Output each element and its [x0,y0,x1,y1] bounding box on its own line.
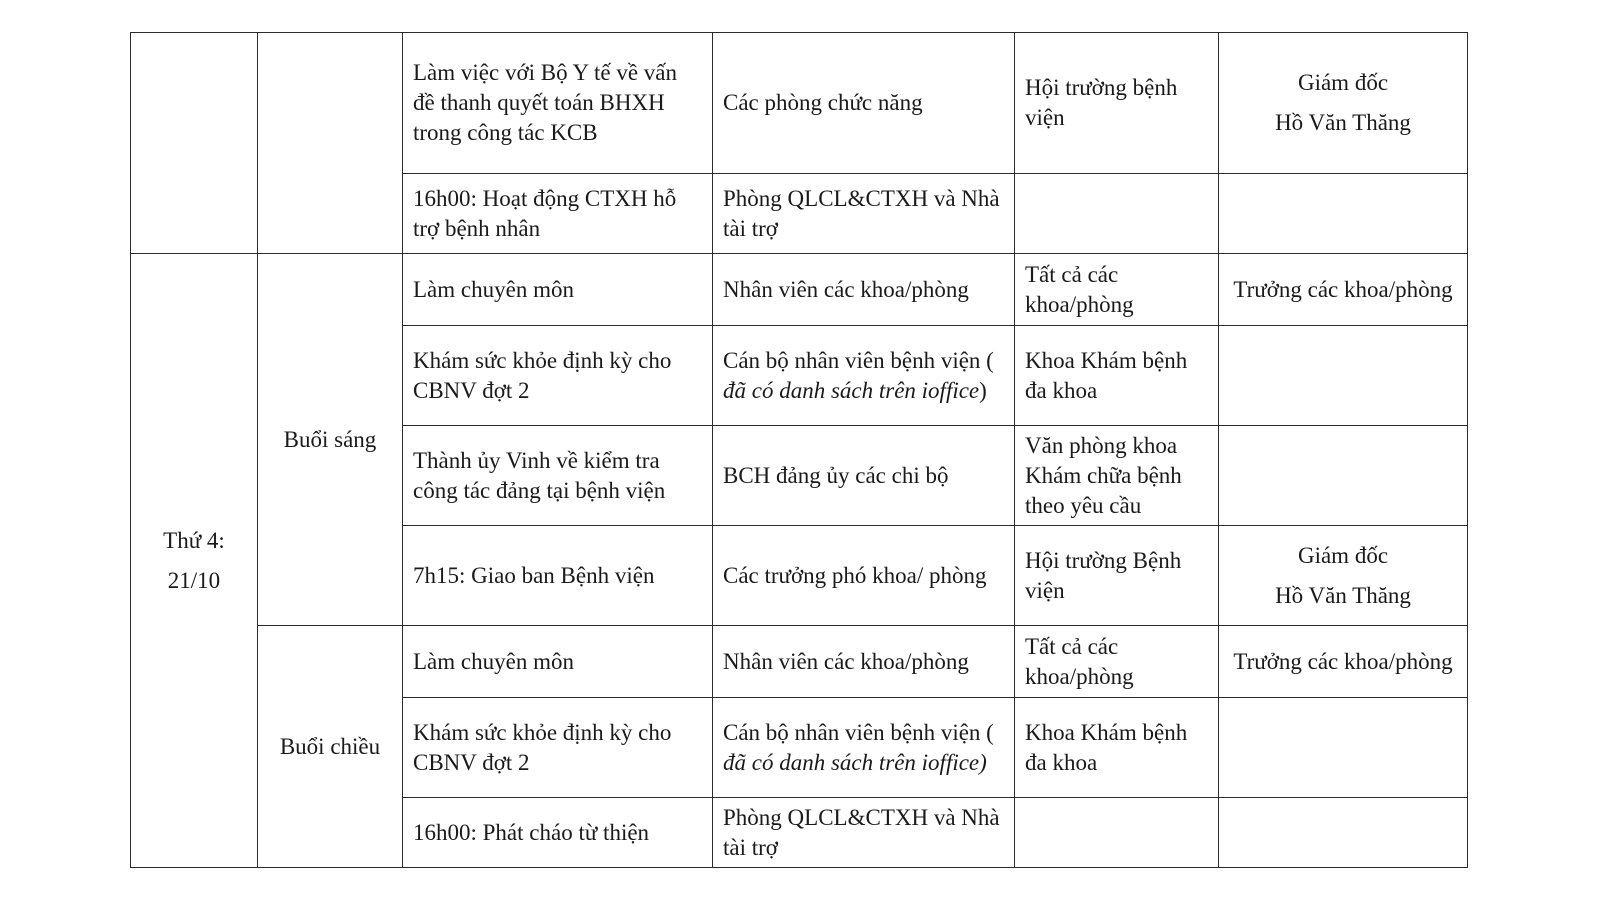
host-name: Hồ Văn Thăng [1275,582,1411,608]
table-row [131,254,1468,326]
location-cell [1015,174,1219,254]
participants-cell: Nhân viên các khoa/phòng [713,626,1015,698]
table-row [131,33,1468,174]
participants-cell: Phòng QLCL&CTXH và Nhà tài trợ [713,798,1015,868]
host-cell [1219,33,1468,174]
host-name: Hồ Văn Thăng [1275,110,1411,135]
participants-cell: Các phòng chức năng [713,33,1015,174]
location-cell [1015,798,1219,868]
host-title: Giám đốc [1297,542,1389,568]
participants-cell [713,326,1015,426]
content-cell: 16h00: Phát cháo từ thiện [403,798,713,868]
content-cell: 7h15: Giao ban Bệnh viện [403,526,713,626]
host-cell [1219,798,1468,868]
content-cell: Làm chuyên môn [403,626,713,698]
participants-text: Cán bộ nhân viên bệnh viện ( [723,719,994,745]
host-cell [1219,526,1468,626]
content-cell: 16h00: Hoạt động CTXH hỗ trợ bệnh nhân [403,174,713,254]
host-cell [1219,426,1468,526]
host-title: Giám đốc [1297,70,1389,95]
participants-text: Cán bộ nhân viên bệnh viện ( [723,347,994,373]
session-afternoon: Buổi chiều [258,626,403,868]
day-cell-empty [131,33,258,254]
day-date: 21/10 [167,567,221,593]
content-cell: Làm chuyên môn [403,254,713,326]
participants-note: đã có danh sách trên ioffice) [723,749,987,775]
location-cell: Văn phòng khoa Khám chữa bệnh theo yêu cầu [1015,426,1219,526]
content-cell: Khám sức khỏe định kỳ cho CBNV đợt 2 [403,698,713,798]
content-cell: Thành ủy Vinh về kiểm tra công tác đảng tại bệnh viện [403,426,713,526]
day-cell [131,254,258,868]
participants-cell [713,698,1015,798]
location-cell: Khoa Khám bệnh đa khoa [1015,326,1219,426]
content-cell: Làm việc với Bộ Y tế về vấn đề thanh quyết toán BHXH trong công tác KCB [403,33,713,174]
schedule-table [130,32,1468,868]
host-cell [1219,326,1468,426]
participants-note: đã có danh sách trên ioffice [723,377,980,403]
host-cell: Trưởng các khoa/phòng [1219,626,1468,698]
location-cell: Hội trường Bệnh viện [1015,526,1219,626]
participants-cell: Các trưởng phó khoa/ phòng [713,526,1015,626]
participants-cell: Phòng QLCL&CTXH và Nhà tài trợ [713,174,1015,254]
participants-close: ) [979,377,987,403]
table-row [131,626,1468,698]
content-cell: Khám sức khỏe định kỳ cho CBNV đợt 2 [403,326,713,426]
location-cell: Hội trường bệnh viện [1015,33,1219,174]
participants-cell: BCH đảng ủy các chi bộ [713,426,1015,526]
host-cell [1219,174,1468,254]
host-cell: Trưởng các khoa/phòng [1219,254,1468,326]
day-name: Thứ 4: [163,527,225,553]
location-cell: Khoa Khám bệnh đa khoa [1015,698,1219,798]
session-cell-empty [258,33,403,254]
location-cell: Tất cả các khoa/phòng [1015,254,1219,326]
participants-cell: Nhân viên các khoa/phòng [713,254,1015,326]
host-cell [1219,698,1468,798]
location-cell: Tất cả các khoa/phòng [1015,626,1219,698]
session-morning: Buổi sáng [258,254,403,626]
